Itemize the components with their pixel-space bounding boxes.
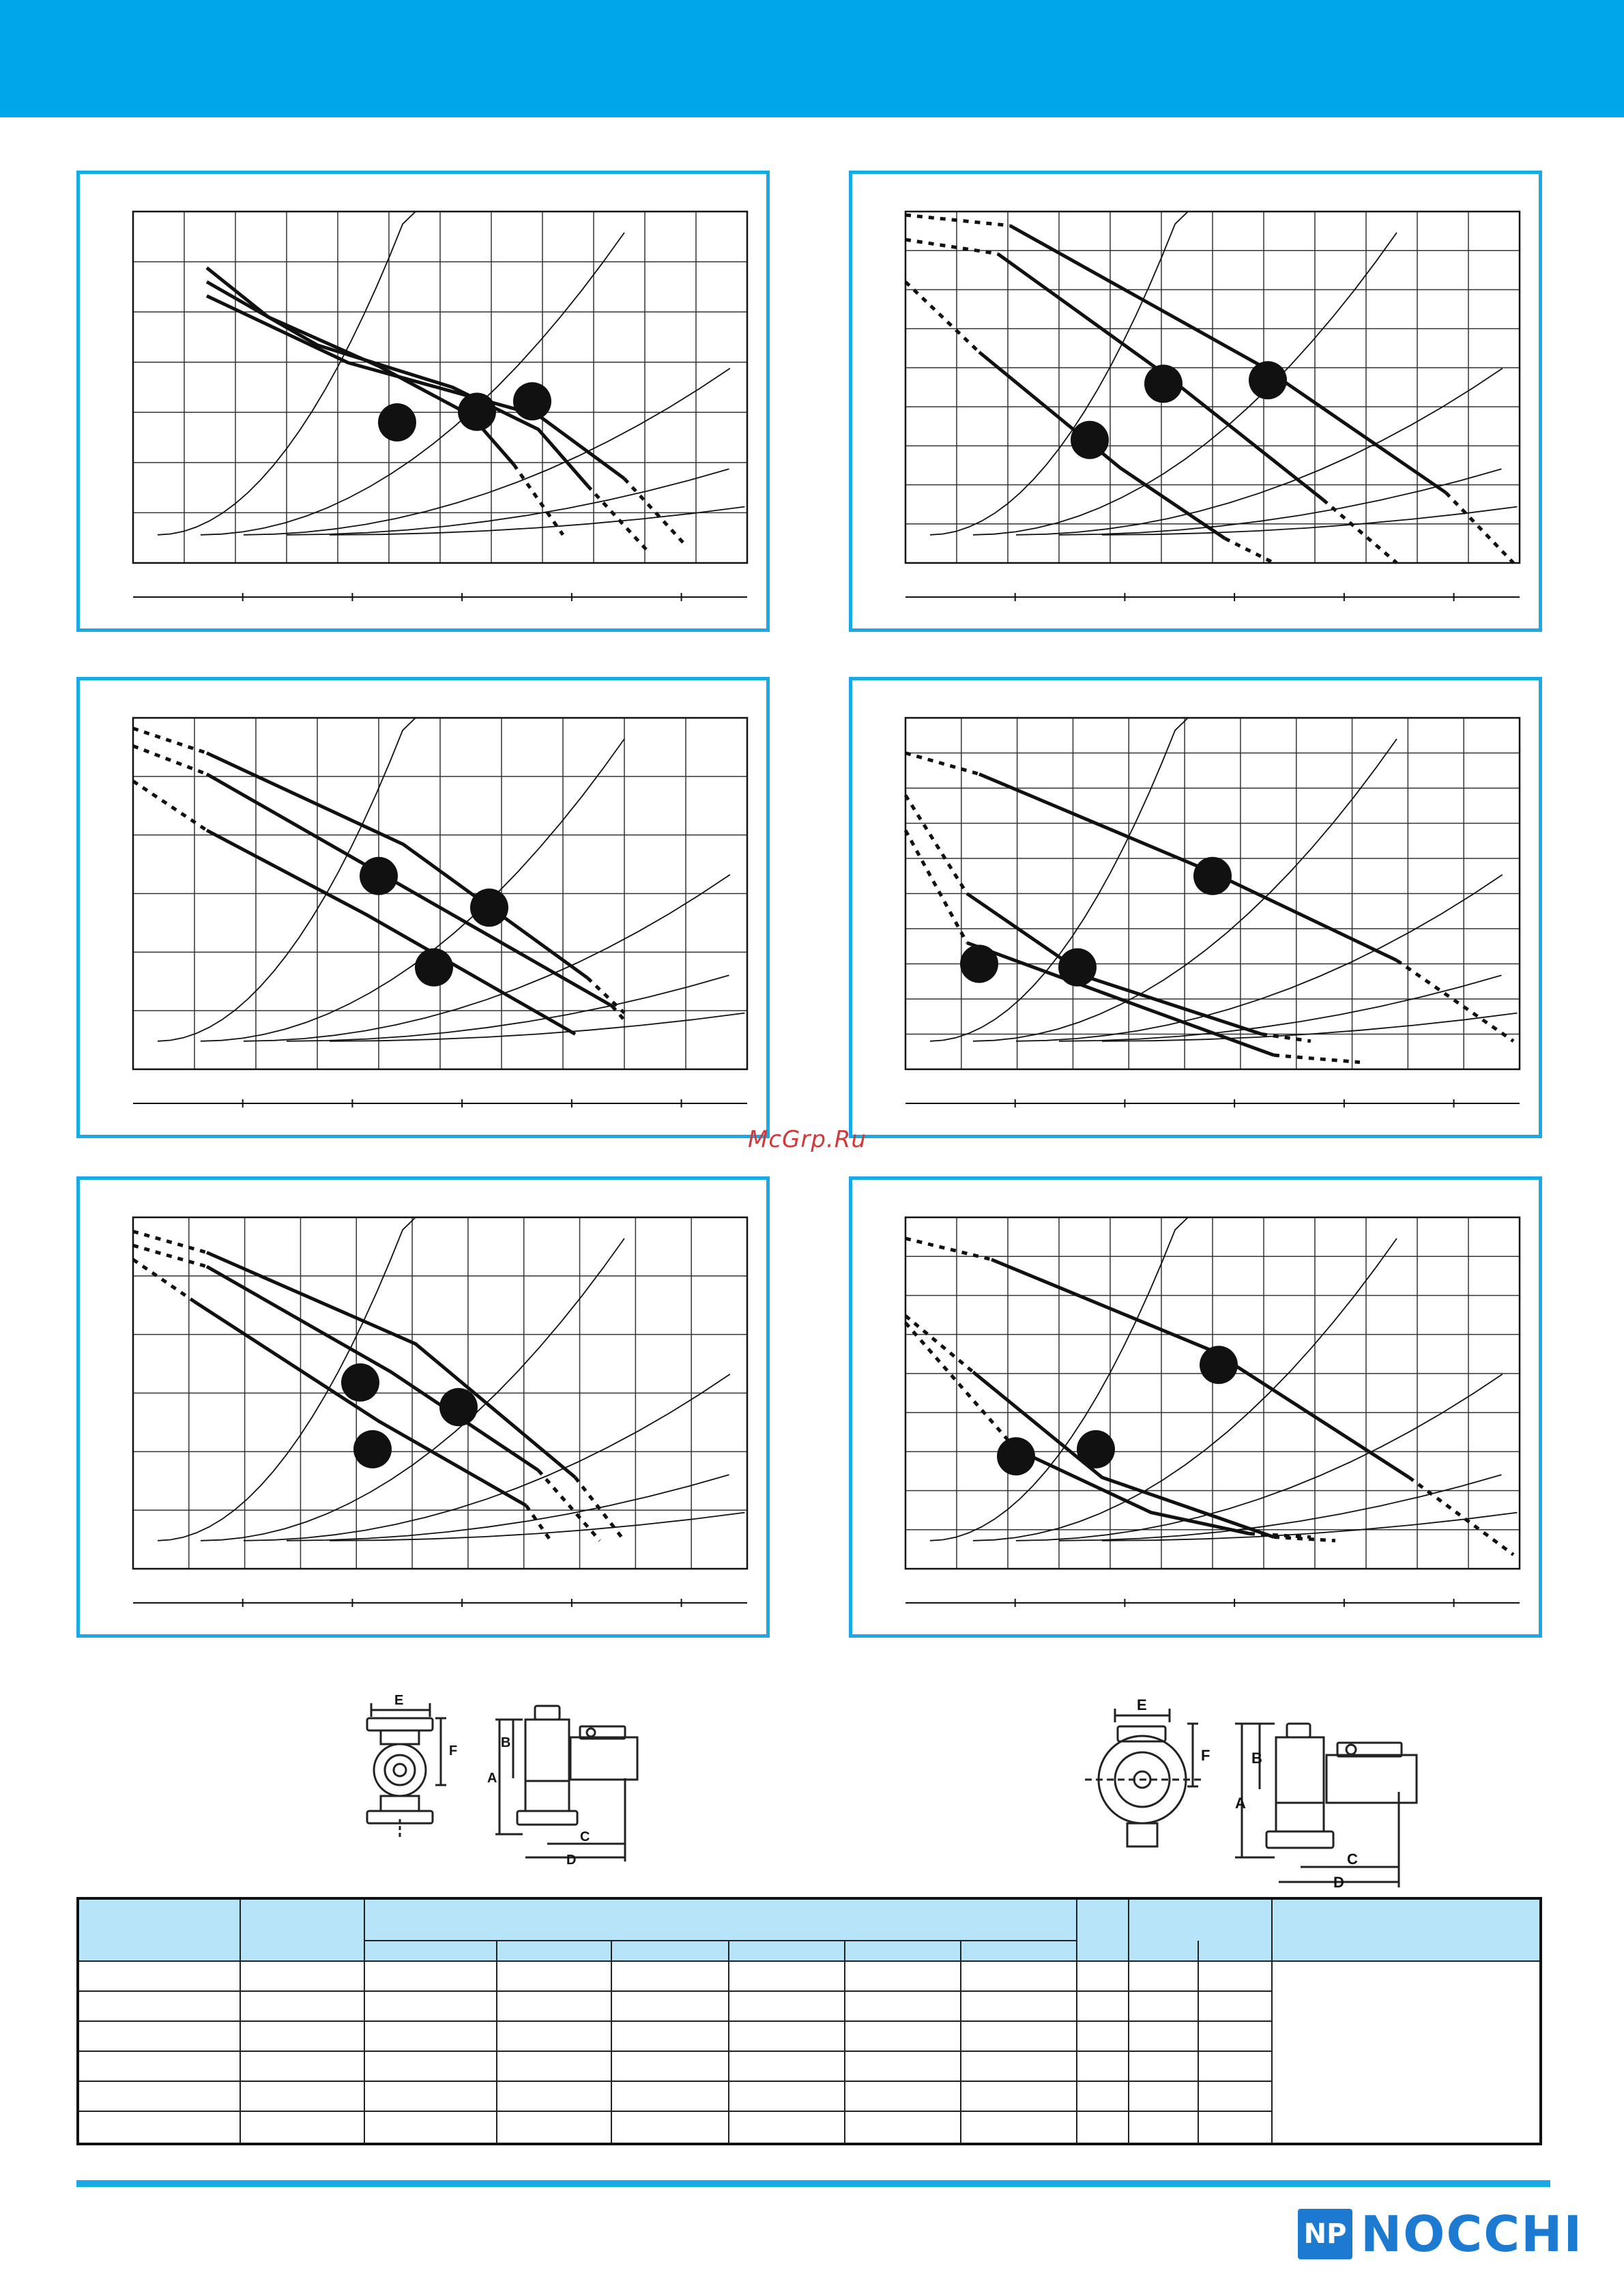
pump-curve-dashed xyxy=(514,465,563,535)
chart-panel-bottom-right xyxy=(849,1176,1542,1638)
pump-curve xyxy=(1010,226,1446,493)
pump-curve-dashed xyxy=(133,1260,194,1302)
operating-point xyxy=(470,888,508,927)
pump-curve xyxy=(207,753,588,979)
operating-point xyxy=(1071,421,1109,459)
operating-point xyxy=(360,857,398,895)
pump-curve-dashed xyxy=(905,240,998,254)
operating-point xyxy=(1200,1346,1238,1384)
operating-point xyxy=(1077,1430,1115,1468)
pump-curve xyxy=(207,830,575,1034)
pump-curve-dashed xyxy=(133,1245,207,1266)
footer-rule xyxy=(76,2180,1550,2187)
operating-point xyxy=(1058,948,1097,987)
dimension-label-b: B xyxy=(501,1735,511,1750)
system-curve xyxy=(973,1238,1397,1541)
pump-curve-dashed xyxy=(905,282,979,352)
chart-panel-middle-left xyxy=(76,677,770,1138)
pump-curve-dashed xyxy=(133,746,207,774)
pump-dimension-drawing-small xyxy=(355,1683,641,1874)
operating-point xyxy=(353,1430,392,1468)
table-grid xyxy=(79,1900,1539,2143)
brand-logo xyxy=(1298,2205,1583,2263)
performance-chart xyxy=(852,1180,1539,1634)
system-curve xyxy=(973,233,1397,535)
chart-panel-middle-right xyxy=(849,677,1542,1138)
pump-curve-dashed xyxy=(575,1477,624,1541)
performance-chart xyxy=(80,1180,766,1634)
system-curve xyxy=(287,1475,729,1541)
brand-name: NOCCHI xyxy=(1361,2205,1584,2263)
operating-point xyxy=(1193,857,1232,895)
pump-curve-dashed xyxy=(905,753,979,774)
dimension-label-f: F xyxy=(1201,1747,1210,1764)
operating-point xyxy=(415,948,453,987)
pump-curve-dashed xyxy=(526,1505,551,1541)
technical-data-table xyxy=(76,1897,1542,2145)
pump-curve-dashed xyxy=(905,215,1010,226)
pump-curve-dashed xyxy=(1274,1537,1335,1541)
pump-curve-dashed xyxy=(1446,493,1513,563)
chart-panel-top-left xyxy=(76,171,770,632)
dimension-label-a: A xyxy=(1235,1795,1246,1812)
dimension-label-d: D xyxy=(1333,1874,1344,1891)
system-curve xyxy=(244,368,730,535)
dimension-label-c: C xyxy=(580,1829,590,1844)
system-curve xyxy=(1059,469,1502,535)
pump-curve-dashed xyxy=(905,1316,973,1372)
pump-curve-dashed xyxy=(1397,960,1513,1041)
pump-curve xyxy=(1016,1449,1249,1534)
chart-panel-bottom-left xyxy=(76,1176,770,1638)
system-curve xyxy=(287,469,729,535)
pump-curve-dashed xyxy=(1323,499,1397,563)
performance-chart xyxy=(80,174,766,628)
operating-point xyxy=(458,393,496,431)
operating-point xyxy=(378,403,416,441)
operating-point xyxy=(1144,364,1183,403)
pump-curve-dashed xyxy=(1225,538,1274,563)
grid xyxy=(905,212,1520,563)
performance-chart xyxy=(852,680,1539,1135)
pump-dimension-drawing-large xyxy=(1058,1683,1440,1894)
operating-point xyxy=(997,1437,1035,1475)
dimension-label-a: A xyxy=(487,1771,497,1786)
dimension-label-c: C xyxy=(1347,1851,1358,1868)
pump-curve xyxy=(979,774,1397,960)
grid xyxy=(133,718,747,1069)
chart-panel-top-right xyxy=(849,171,1542,632)
system-curve xyxy=(244,1374,730,1541)
pump-curve-dashed xyxy=(905,1323,1016,1449)
dimension-label-d: D xyxy=(566,1853,577,1868)
operating-point xyxy=(341,1363,379,1402)
operating-point xyxy=(1249,361,1287,399)
grid xyxy=(133,1217,747,1569)
system-curve xyxy=(1059,975,1502,1041)
system-curve xyxy=(930,718,1188,1041)
pump-curve xyxy=(207,1253,575,1478)
watermark: McGrp.Ru xyxy=(748,1126,867,1153)
pump-curve-dashed xyxy=(1274,1055,1360,1062)
operating-point xyxy=(513,382,551,420)
performance-chart xyxy=(852,174,1539,628)
pump-curve-dashed xyxy=(1409,1477,1513,1554)
performance-chart xyxy=(80,680,766,1135)
pump-curve-dashed xyxy=(133,781,207,830)
dimension-label-b: B xyxy=(1251,1750,1262,1767)
pump-curve xyxy=(207,774,612,1006)
top-header-band xyxy=(0,0,1624,117)
operating-point xyxy=(960,945,998,983)
pump-curve-dashed xyxy=(133,728,207,753)
logo-mark-icon: NP xyxy=(1298,2209,1352,2259)
dimension-label-f: F xyxy=(449,1743,458,1758)
system-curve xyxy=(287,975,729,1041)
dimension-label-e: E xyxy=(1137,1696,1147,1713)
dimension-label-e: E xyxy=(394,1693,404,1708)
operating-point xyxy=(439,1388,478,1426)
